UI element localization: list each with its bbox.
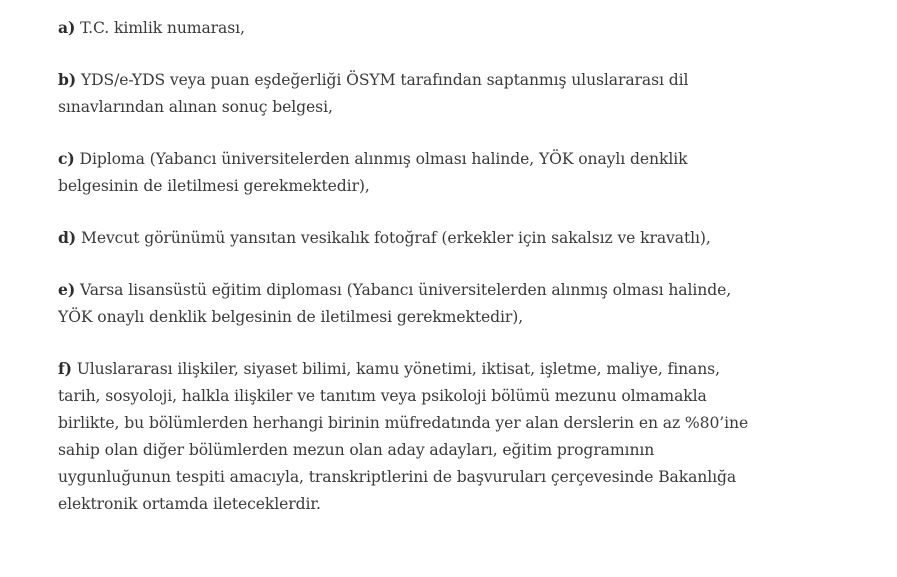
item-text-line: Diploma (Yabancı üniversitelerden alınmış olması halinde, YÖK onaylı denklik: [79, 150, 688, 168]
item-line: [58, 66, 848, 94]
item-text-line: YDS/e-YDS veya puan eşdeğerliği ÖSYM tarafından saptanmış uluslararası dil: [80, 71, 689, 89]
item-marker: c): [58, 149, 75, 168]
item-marker: f): [58, 359, 72, 378]
item-marker: d): [58, 228, 77, 247]
item-text-line: YÖK onaylı denklik belgesinin de iletilmesi gerekmektedir),: [58, 308, 524, 326]
item-text-line: elektronik ortamda ileteceklerdir.: [58, 495, 321, 513]
item-text-line: Mevcut görünümü yansıtan vesikalık fotoğraf (erkekler için sakalsız ve kravatlı),: [80, 229, 711, 247]
item-text-line: sınavlarından alınan sonuç belgesi,: [58, 98, 333, 116]
item-marker: b): [58, 70, 77, 89]
requirement-item-d: [58, 224, 848, 252]
item-marker: a): [58, 18, 76, 37]
item-marker: e): [58, 280, 76, 299]
item-line: [58, 145, 848, 173]
requirement-item-a: [58, 14, 848, 42]
requirements-list: [58, 14, 848, 542]
item-text-line: uygunluğunun tespiti amacıyla, transkriptlerini de başvuruları çerçevesinde Bakanlığa: [58, 468, 737, 486]
item-line: [58, 355, 848, 383]
requirement-item-c: [58, 145, 848, 200]
item-text-line: birlikte, bu bölümlerden herhangi birinin müfredatında yer alan derslerin en az %80’ine: [58, 414, 749, 432]
item-text-line: Uluslararası ilişkiler, siyaset bilimi, kamu yönetimi, iktisat, işletme, maliye, finans,: [76, 360, 720, 378]
requirement-item-f: [58, 355, 848, 518]
item-line: [58, 276, 848, 304]
item-text-line: sahip olan diğer bölümlerden mezun olan aday adayları, eğitim programının: [58, 441, 655, 459]
item-text-line: T.C. kimlik numarası,: [80, 19, 245, 37]
item-line: [58, 224, 848, 252]
item-text-line: tarih, sosyoloji, halkla ilişkiler ve tanıtım veya psikoloji bölümü mezunu olmamakla: [58, 387, 707, 405]
item-text-line: Varsa lisansüstü eğitim diploması (Yabancı üniversitelerden alınmış olması halinde,: [79, 281, 732, 299]
requirement-item-b: [58, 66, 848, 121]
item-text-line: belgesinin de iletilmesi gerekmektedir),: [58, 177, 370, 195]
requirement-item-e: [58, 276, 848, 331]
